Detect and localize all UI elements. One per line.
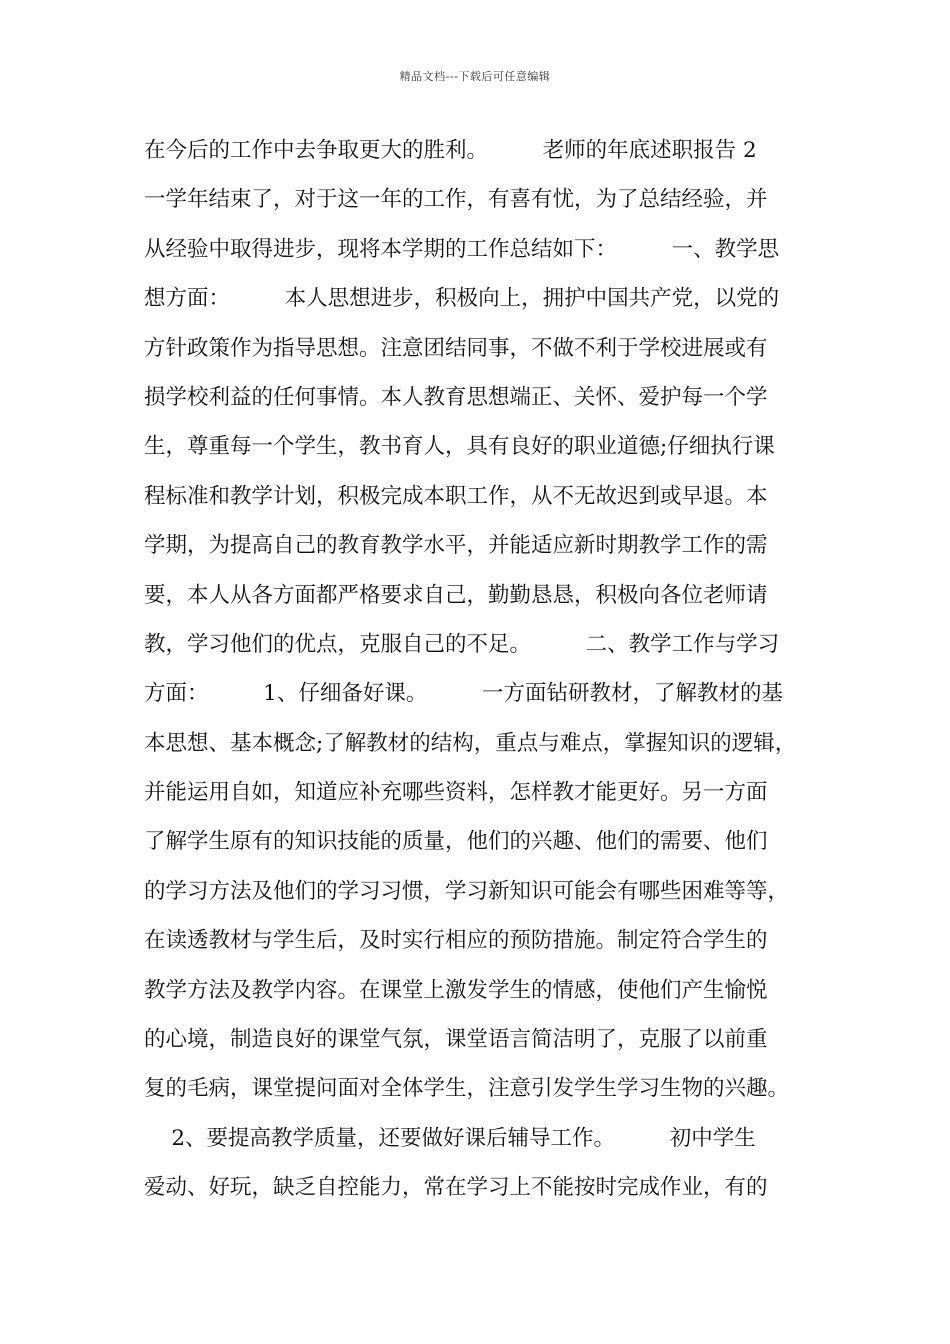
text-line: 的学习方法及他们的学习习惯，学习新知识可能会有哪些困难等等，: [144, 878, 790, 904]
text-line: 生，尊重每一个学生，教书育人，具有良好的职业道德;仔细执行课: [144, 434, 775, 460]
text-line: 复的毛病，课堂提问面对全体学生，注意引发学生学习生物的兴趣。: [144, 1076, 790, 1102]
text-line: 想方面： 本人思想进步，积极向上，拥护中国共产党，以党的: [144, 286, 780, 312]
text-line: 的心境，制造良好的课堂气氛，课堂语言简洁明了，克服了以前重: [144, 1027, 768, 1053]
text-line: 方面： 1、仔细备好课。 一方面钻研教材，了解教材的基: [144, 681, 784, 707]
document-body: [144, 131, 824, 1218]
text-line: 2、要提高教学质量，还要做好课后辅导工作。 初中学生: [144, 1125, 756, 1151]
text-line: 在读透教材与学生后，及时实行相应的预防措施。制定符合学生的: [144, 928, 768, 954]
text-line: 损学校利益的任何事情。本人教育思想端正、关怀、爱护每一个学: [144, 384, 768, 410]
text-line: 爱动、好玩，缺乏自控能力，常在学习上不能按时完成作业，有的: [144, 1175, 768, 1201]
text-line: 从经验中取得进步，现将本学期的工作总结如下： 一、教学思: [144, 236, 780, 262]
text-line: 教，学习他们的优点，克服自己的不足。 二、教学工作与学习: [144, 631, 780, 657]
text-line: 本思想、基本概念;了解教材的结构，重点与难点，掌握知识的逻辑，: [144, 730, 797, 756]
text-line: 方针政策作为指导思想。注意团结同事，不做不利于学校进展或有: [144, 335, 768, 361]
text-line: 并能运用自如，知道应补充哪些资料，怎样教才能更好。另一方面: [144, 780, 768, 806]
page-header: 精品文档---下载后可任意编辑: [399, 70, 551, 83]
text-line: 了解学生原有的知识技能的质量，他们的兴趣、他们的需要、他们: [144, 829, 768, 855]
text-line: 程标准和教学计划，积极完成本职工作，从不无故迟到或早退。本: [144, 483, 768, 509]
text-line: 要，本人从各方面都严格要求自己，勤勤恳恳，积极向各位老师请: [144, 582, 768, 608]
text-line: 一学年结束了，对于这一年的工作，有喜有忧，为了总结经验，并: [144, 187, 768, 213]
text-line: 教学方法及教学内容。在课堂上激发学生的情感，使他们产生愉悦: [144, 977, 768, 1003]
text-line: 在今后的工作中去争取更大的胜利。 老师的年底述职报告 2: [144, 138, 757, 163]
text-line: 学期，为提高自己的教育教学水平，并能适应新时期教学工作的需: [144, 533, 768, 559]
